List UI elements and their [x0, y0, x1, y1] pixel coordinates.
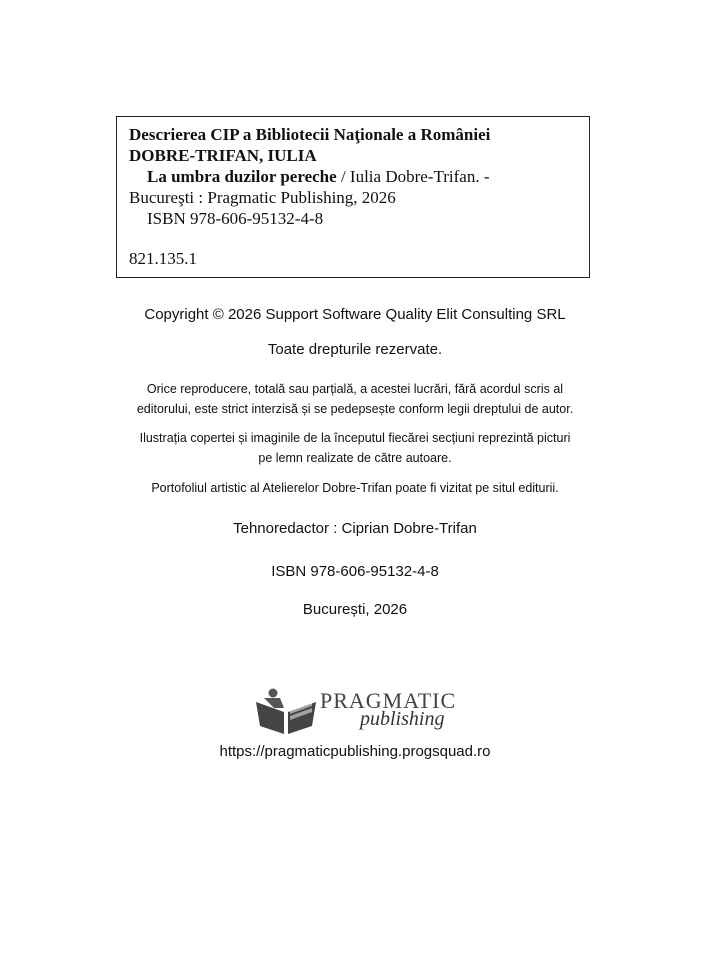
- cip-isbn: ISBN 978-606-95132-4-8: [147, 209, 324, 228]
- cip-author: DOBRE-TRIFAN, IULIA: [129, 146, 317, 165]
- cip-publisher: Bucureşti : Pragmatic Publishing, 2026: [129, 188, 396, 207]
- publisher-url-link[interactable]: https://pragmaticpublishing.progsquad.ro: [219, 743, 491, 760]
- notice-reproduction-line-1: Orice reproducere, totală sau parțială, a acestei lucrări, fără acordul scris al: [146, 382, 564, 396]
- logo-sub: publishing: [360, 708, 445, 730]
- isbn-line: ISBN 978-606-95132-4-8: [271, 563, 439, 580]
- cip-title-line: [129, 166, 589, 187]
- logo-name: PRAGMATIC: [320, 688, 457, 713]
- cip-title-rest: / Iulia Dobre-Trifan. -: [336, 167, 490, 186]
- notice-portfolio: Portofoliul artistic al Atelierelor Dobre-Trifan poate fi vizitat pe situl editurii.: [151, 481, 559, 495]
- place-year-line: București, 2026: [302, 601, 408, 618]
- cip-classification: 821.135.1: [129, 249, 197, 268]
- cip-description-box: [116, 116, 590, 278]
- copyright-line: Copyright © 2026 Support Software Quality Elit Consulting SRL: [144, 306, 566, 323]
- tehnoredactor-line: Tehnoredactor : Ciprian Dobre-Trifan: [233, 520, 477, 537]
- cip-heading: Descrierea CIP a Bibliotecii Naţionale a României: [129, 125, 491, 144]
- cip-title: La umbra duzilor pereche: [147, 167, 337, 186]
- notice-illustration-line-1: Ilustrația copertei și imaginile de la începutul fiecărei secțiuni reprezintă picturi: [139, 431, 571, 445]
- notice-illustration-line-2: pe lemn realizate de către autoare.: [258, 451, 452, 465]
- notice-reproduction-line-2: editorului, este strict interzisă și se pedepsește conform legii dreptului de autor.: [136, 402, 574, 416]
- publisher-logo: [254, 688, 457, 736]
- rights-line: Toate drepturile rezervate.: [267, 341, 443, 358]
- open-book-reader-icon: [254, 688, 318, 736]
